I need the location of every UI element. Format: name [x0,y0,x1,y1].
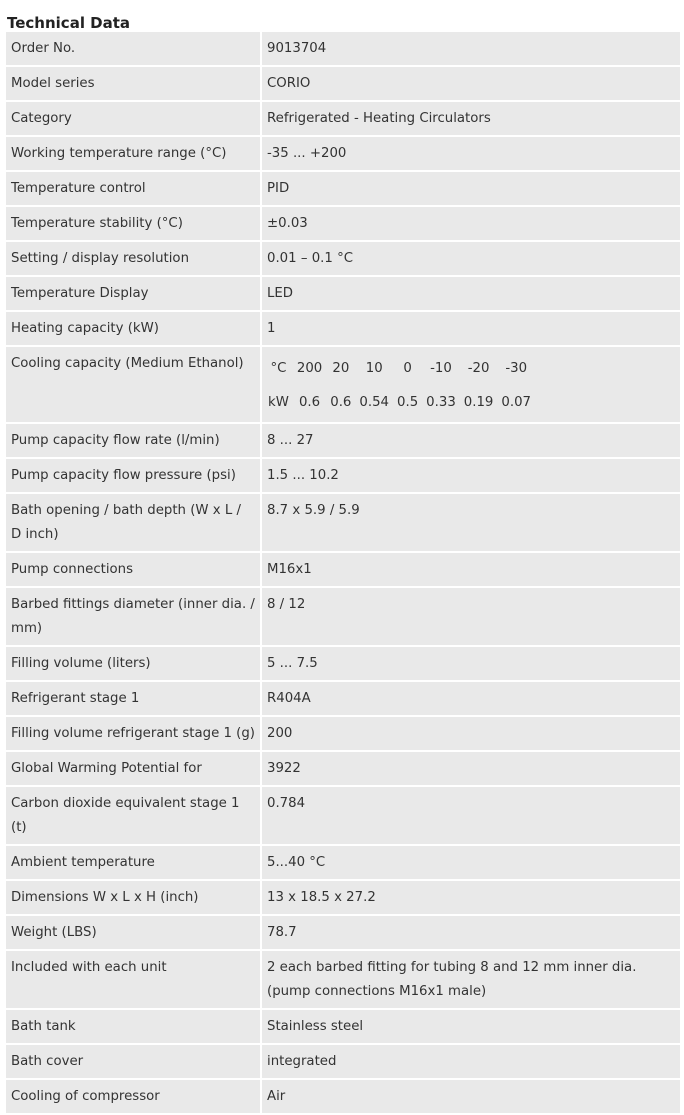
table-row [6,494,680,551]
spec-label: Cooling capacity (Medium Ethanol) [6,347,260,422]
spec-value: 9013704 [262,32,680,65]
cooling-power-value: 0.33 [426,395,456,410]
spec-value: 13 x 18.5 x 27.2 [262,881,680,914]
cooling-capacity-table-cell [262,347,680,422]
cooling-temp-value: 200 [296,361,323,376]
table-row [6,916,680,949]
spec-value: CORIO [262,67,680,100]
section-title: Technical Data [7,14,131,32]
table-row [6,172,680,205]
spec-value: M16x1 [262,553,680,586]
technical-data-table [4,30,682,1115]
spec-label: Filling volume refrigerant stage 1 (g) [6,717,260,750]
table-row [6,682,680,715]
table-row [6,881,680,914]
cooling-temp-value: 20 [332,361,350,376]
table-row [6,459,680,492]
spec-value: 5 ... 7.5 [262,647,680,680]
spec-value: Air [262,1080,680,1113]
spec-value: 5...40 °C [262,846,680,879]
cooling-temp-value: -10 [430,361,452,376]
cooling-temp-row [264,352,535,386]
spec-label: Order No. [6,32,260,65]
table-row [6,277,680,310]
spec-label: Pump connections [6,553,260,586]
spec-label: Pump capacity flow pressure (psi) [6,459,260,492]
table-row [6,1045,680,1078]
spec-value: 2 each barbed fitting for tubing 8 and 12 mm inner dia. (pump connections M16x1 male) [262,951,680,1008]
table-row [6,207,680,240]
table-row [6,717,680,750]
cooling-power-row [264,386,535,420]
table-row [6,846,680,879]
spec-value: LED [262,277,680,310]
table-row [6,588,680,645]
spec-value: -35 ... +200 [262,137,680,170]
spec-label: Setting / display resolution [6,242,260,275]
spec-label: Temperature control [6,172,260,205]
cooling-temp-unit: °C [270,361,287,376]
spec-value: 200 [262,717,680,750]
table-row [6,347,680,422]
table-row [6,752,680,785]
spec-label: Temperature stability (°C) [6,207,260,240]
cooling-capacity-table [264,352,535,420]
cooling-power-value: 0.5 [397,395,419,410]
cooling-power-unit: kW [268,395,289,410]
cooling-temp-value: 10 [365,361,383,376]
cooling-power-value: 0.54 [359,395,390,410]
spec-value: 1 [262,312,680,345]
spec-label: Refrigerant stage 1 [6,682,260,715]
cooling-power-value: 0.19 [463,395,494,410]
spec-label: Included with each unit [6,951,260,1008]
table-row [6,242,680,275]
spec-label: Cooling of compressor [6,1080,260,1113]
table-row [6,1080,680,1113]
spec-label: Filling volume (liters) [6,647,260,680]
spec-label: Barbed fittings diameter (inner dia. / mm) [6,588,260,645]
spec-label: Bath tank [6,1010,260,1043]
table-row [6,1010,680,1043]
spec-value: 8 / 12 [262,588,680,645]
spec-value: integrated [262,1045,680,1078]
spec-label: Working temperature range (°C) [6,137,260,170]
spec-value: ±0.03 [262,207,680,240]
table-row [6,553,680,586]
spec-value: R404A [262,682,680,715]
spec-value: 8 ... 27 [262,424,680,457]
spec-label: Temperature Display [6,277,260,310]
table-row [6,102,680,135]
spec-label: Bath opening / bath depth (W x L / D inch) [6,494,260,551]
spec-label: Pump capacity flow rate (l/min) [6,424,260,457]
spec-value: Refrigerated - Heating Circulators [262,102,680,135]
table-row [6,312,680,345]
table-row [6,67,680,100]
spec-label: Carbon dioxide equivalent stage 1 (t) [6,787,260,844]
cooling-power-value: 0.07 [501,395,531,410]
spec-label: Global Warming Potential for [6,752,260,785]
cooling-power-value: 0.6 [298,395,321,410]
table-row [6,787,680,844]
spec-value: 0.01 – 0.1 °C [262,242,680,275]
cooling-power-value: 0.6 [330,395,352,410]
cooling-temp-value: -20 [467,361,490,376]
spec-label: Bath cover [6,1045,260,1078]
cooling-temp-value: 0 [403,361,412,376]
table-row [6,137,680,170]
spec-value: 78.7 [262,916,680,949]
table-row [6,424,680,457]
spec-label: Weight (LBS) [6,916,260,949]
cooling-temp-value: -30 [505,361,528,376]
table-row [6,951,680,1008]
spec-value: 3922 [262,752,680,785]
spec-label: Dimensions W x L x H (inch) [6,881,260,914]
table-row [6,647,680,680]
spec-value: 1.5 ... 10.2 [262,459,680,492]
spec-value: 0.784 [262,787,680,844]
table-row [6,32,680,65]
spec-value: PID [262,172,680,205]
spec-label: Category [6,102,260,135]
spec-label: Ambient temperature [6,846,260,879]
spec-value: Stainless steel [262,1010,680,1043]
spec-value: 8.7 x 5.9 / 5.9 [262,494,680,551]
spec-label: Model series [6,67,260,100]
spec-label: Heating capacity (kW) [6,312,260,345]
